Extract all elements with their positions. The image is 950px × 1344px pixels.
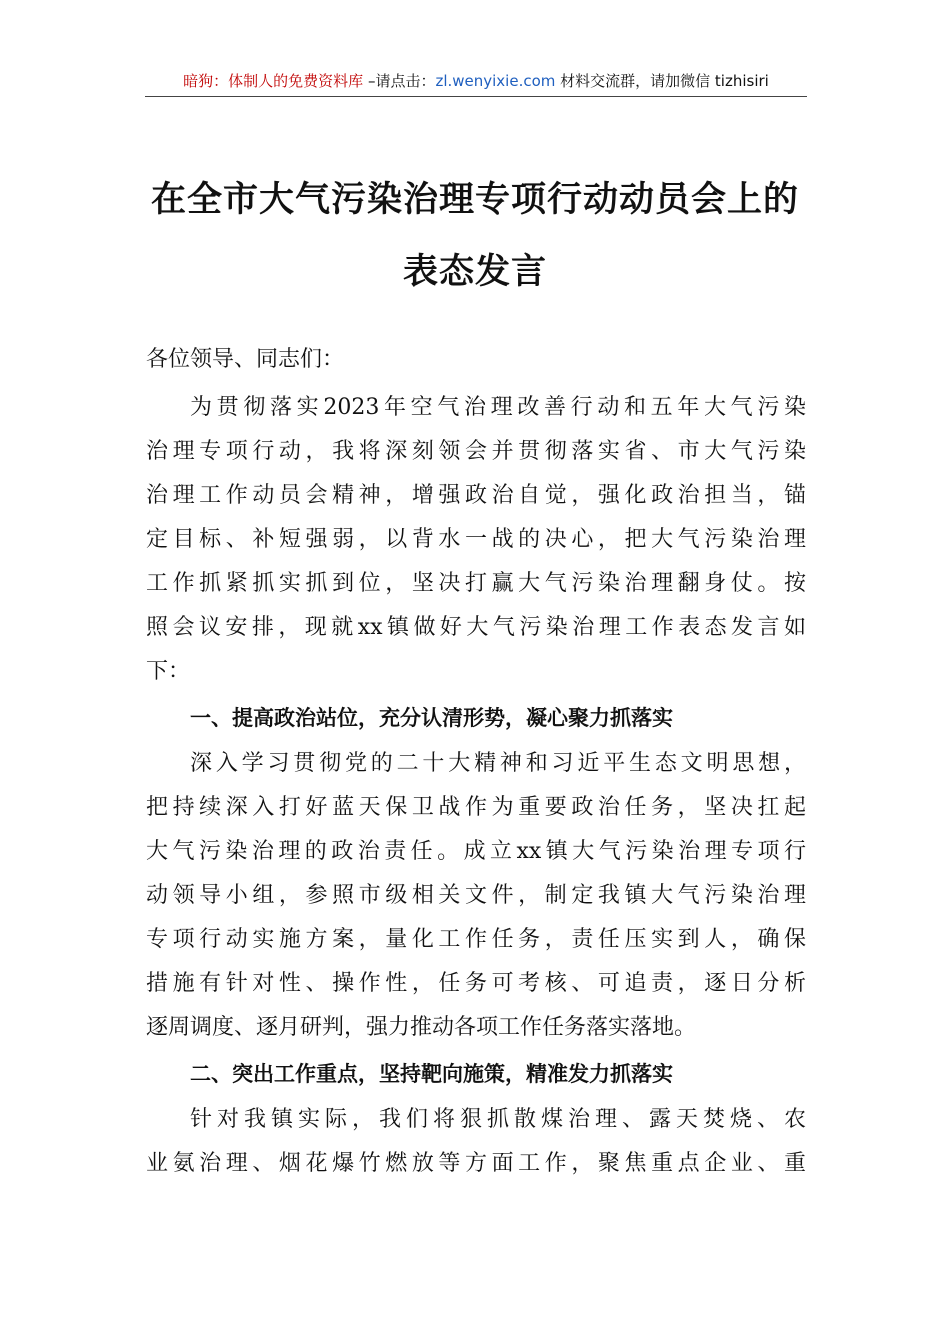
para1-line-2: 治理专项行动，我将深刻领会并贯彻落实省、市大气污染	[146, 439, 806, 464]
header-wechat-note: 材料交流群，请加微信 tizhisiri	[555, 72, 769, 90]
para2-line-4: 动领导小组，参照市级相关文件，制定我镇大气污染治理	[146, 883, 806, 908]
header-site-name: 暗狗：体制人的免费资料库	[183, 72, 364, 90]
para1-line-1: 为贯彻落实2023年空气治理改善行动和五年大气污染	[190, 395, 806, 420]
para2-line-3: 大气污染治理的政治责任。成立xx镇大气污染治理专项行	[146, 839, 806, 864]
para1-line-6: 照会议安排，现就xx镇做好大气污染治理工作表态发言如	[146, 615, 806, 640]
para2-line-5: 专项行动实施方案，量化工作任务，责任压实到人，确保	[146, 927, 806, 952]
para2-line-7: 逐周调度、逐月研判，强力推动各项工作任务落实落地。	[146, 1015, 697, 1040]
section-heading-2: 二、突出工作重点，坚持靶向施策，精准发力抓落实	[190, 1062, 673, 1086]
para1-line-5: 工作抓紧抓实抓到位，坚决打赢大气污染治理翻身仗。按	[146, 571, 806, 596]
document-title-line-1: 在全市大气污染治理专项行动动员会上的	[150, 180, 799, 220]
para2-line-2: 把持续深入打好蓝天保卫战作为重要政治任务，坚决扛起	[146, 795, 806, 820]
para1-line-4: 定目标、补短强弱，以背水一战的决心，把大气污染治理	[146, 527, 806, 552]
document-title-line-2: 表态发言	[402, 252, 547, 292]
header-click-prompt: –请点击：	[363, 72, 436, 90]
para1-line-7: 下：	[146, 659, 191, 684]
salutation: 各位领导、同志们：	[146, 347, 345, 372]
header-url-link[interactable]: zl.wenyixie.com	[435, 72, 556, 90]
para3-line-1: 针对我镇实际，我们将狠抓散煤治理、露天焚烧、农	[190, 1107, 806, 1132]
para2-line-1: 深入学习贯彻党的二十大精神和习近平生态文明思想，	[190, 751, 806, 776]
para2-line-6: 措施有针对性、操作性，任务可考核、可追责，逐日分析	[146, 971, 806, 996]
para3-line-2: 业氨治理、烟花爆竹燃放等方面工作，聚焦重点企业、重	[146, 1151, 806, 1176]
para1-line-3: 治理工作动员会精神，增强政治自觉，强化政治担当，锚	[146, 483, 806, 508]
page-header	[145, 70, 807, 97]
section-heading-1: 一、提高政治站位，充分认清形势，凝心聚力抓落实	[190, 706, 673, 730]
